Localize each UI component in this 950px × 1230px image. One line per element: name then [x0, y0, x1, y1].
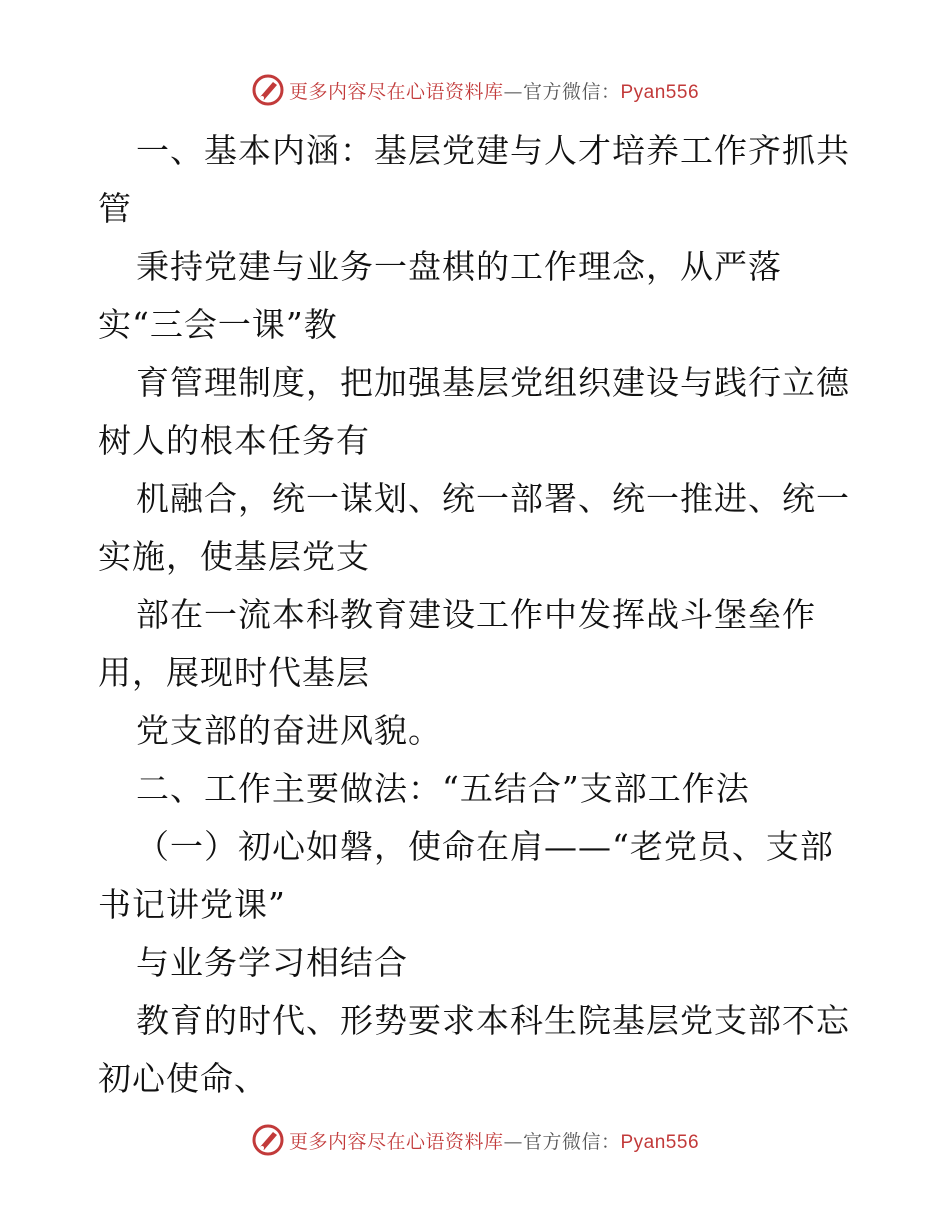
- doc-line: 书记讲党课”: [98, 885, 286, 924]
- header-banner-wechat: 官方微信：: [522, 80, 621, 103]
- doc-line: 管: [98, 189, 132, 228]
- logo-icon: [251, 1123, 285, 1157]
- doc-line: 育管理制度，把加强基层党组织建设与践行立德: [136, 363, 850, 402]
- doc-line: 机融合，统一谋划、统一部署、统一推进、统一: [136, 479, 850, 518]
- doc-line: 实“三会一课”教: [98, 305, 338, 344]
- doc-line: 与业务学习相结合: [136, 943, 408, 982]
- doc-line: 树人的根本任务有: [98, 421, 370, 460]
- header-banner-text: [289, 77, 699, 104]
- doc-line: 党支部的奋进风貌。: [136, 711, 442, 750]
- footer-banner-main: 更多内容尽在心语资料库: [288, 1130, 504, 1153]
- document-body: [98, 122, 858, 1108]
- header-banner-dash: —: [503, 80, 523, 103]
- header-banner-main: 更多内容尽在心语资料库: [288, 80, 504, 103]
- footer-banner-account: Pyan556: [620, 1131, 700, 1153]
- doc-line: 初心使命、: [98, 1059, 268, 1098]
- footer-banner-wechat: 官方微信：: [522, 1130, 621, 1153]
- header-banner: [0, 70, 950, 110]
- doc-line: 实施，使基层党支: [98, 537, 370, 576]
- doc-line: 部在一流本科教育建设工作中发挥战斗堡垒作: [136, 595, 816, 634]
- footer-banner: [0, 1120, 950, 1160]
- doc-line: 教育的时代、形势要求本科生院基层党支部不忘: [136, 1001, 850, 1040]
- header-banner-account: Pyan556: [620, 81, 700, 103]
- doc-line: 秉持党建与业务一盘棋的工作理念，从严落: [136, 247, 782, 286]
- logo-icon: [251, 73, 285, 107]
- footer-banner-dash: —: [503, 1130, 523, 1153]
- footer-banner-text: [289, 1127, 699, 1154]
- doc-line: 一、基本内涵：基层党建与人才培养工作齐抓共: [136, 131, 850, 170]
- doc-line: 用，展现时代基层: [98, 653, 370, 692]
- doc-line: 二、工作主要做法：“五结合”支部工作法: [136, 769, 750, 808]
- doc-line: （一）初心如磐，使命在肩——“老党员、支部: [136, 827, 834, 866]
